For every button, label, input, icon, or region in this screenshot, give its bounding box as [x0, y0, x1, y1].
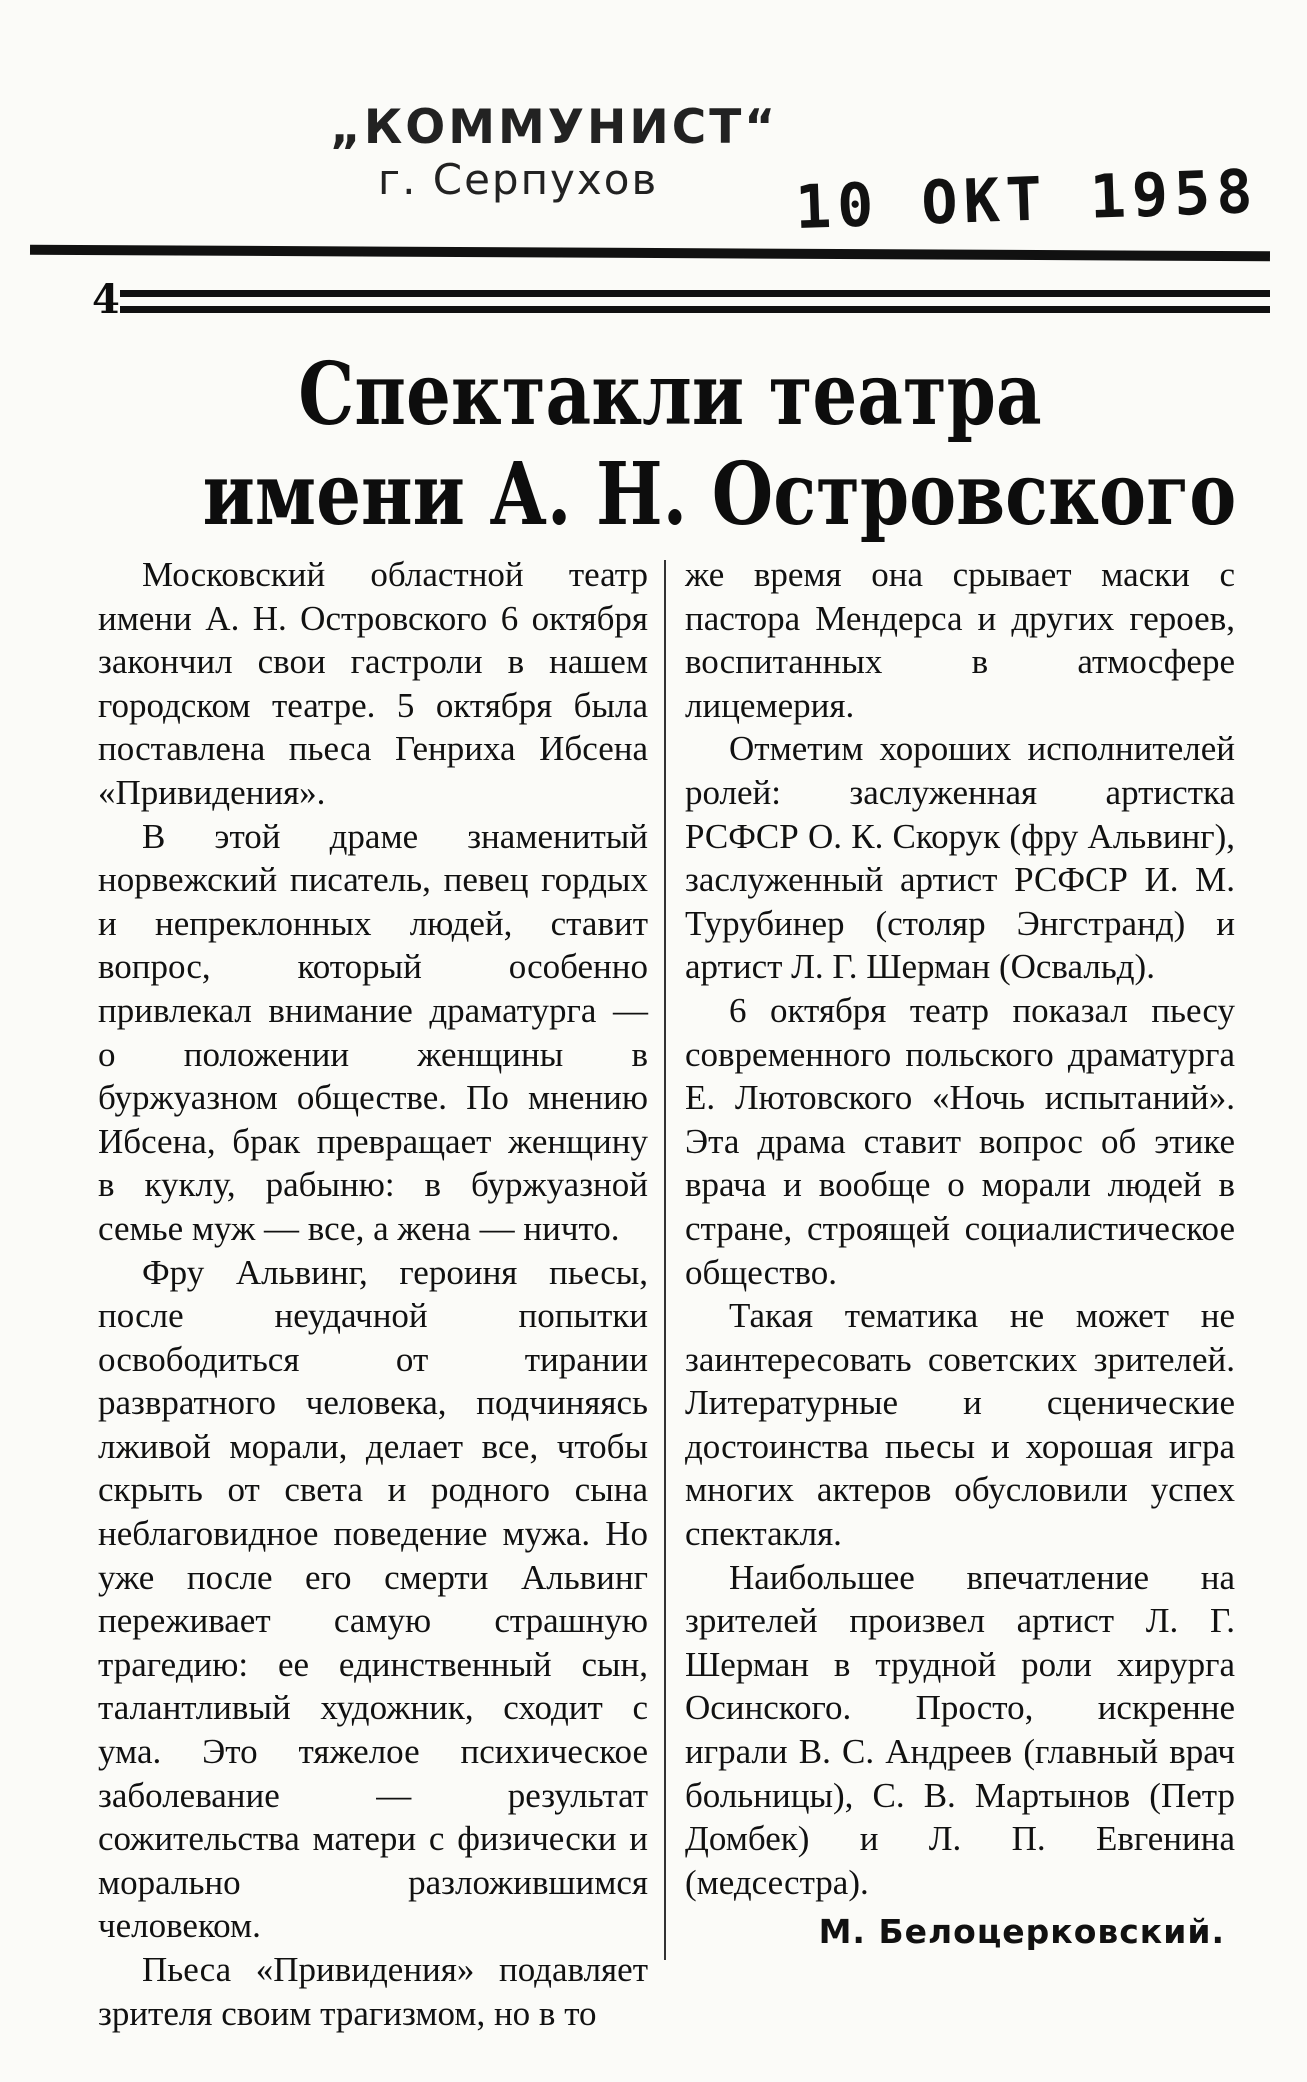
article-paragraph: Такая тематика не может не заинтересовать советских зрителей. Литературные и сценические достоинства пьесы и хорошая игра многих актеров обусловили успех спектакля.: [685, 1296, 1235, 1554]
article-paragraph: Наибольшее впечатление на зрителей произвел артист Л. Г. Шерман в трудной роли хирурга Осинского. Просто, искренне играли В. С. Андреев (главный врач больницы), С. В. Мартынов (Петр Домбек) и Л. П. Евгенина (медсестра).: [685, 1557, 1235, 1902]
page-number: 4: [92, 276, 120, 323]
article-paragraph: Фру Альвинг, героиня пьесы, после неудачной попытки освободиться от тирании развратного человека, подчиняясь лживой морали, делает все, чтобы скрыть от света и родного сына неблаговидное поведение мужа. Но уже после его смерти Альвинг переживает самую страшную трагедию: ее единственный сын, талантливый художник, сходит с ума. Это тяжелое психическое заболевание — результат сожительства матери с физически и морально разложившимся человеком.: [98, 1252, 648, 1946]
article-paragraph: Московский областной театр имени А. Н. Островского 6 октября закончил свои гастроли в нашем городском театре. 5 октября была поставлена пьеса Генриха Ибсена «Привидения».: [98, 555, 648, 812]
article-paragraph-continued: же время она срывает маски с пастора Мендерса и других героев, воспитанных в атмосфере лицемерия.: [685, 555, 1235, 725]
author-signature: М. Белоцерковский.: [818, 1912, 1225, 1952]
article-title-line-2: имени А. Н. Островского: [202, 444, 1237, 545]
newspaper-city: г. Серпухов: [378, 155, 659, 204]
double-rule-upper: [120, 290, 1270, 297]
column-divider: [664, 560, 666, 1960]
article-column-left: [98, 553, 648, 2035]
newspaper-name: „КОММУНИСТ“: [330, 100, 779, 155]
article-paragraph: В этой драме знаменитый норвежский писатель, певец гордых и непреклонных людей, ставит вопрос, который особенно привлекал внимание драматурга — о положении женщины в буржуазном обществе. По мнению Ибсена, брак превращает женщину в куклу, рабыню: в буржуазной семье муж — все, а жена — ничто.: [98, 816, 648, 1248]
article-paragraph: 6 октября театр показал пьесу современного польского драматурга Е. Лютовского «Ночь испытаний». Эта драма ставит вопрос об этике врача и вообще о морали людей в стране, строящей социалистическое общество.: [685, 990, 1235, 1292]
date-stamp: 10 ОКТ 1958: [793, 156, 1260, 244]
header-rule: [30, 245, 1270, 261]
article-title-line-1: Спектакли театра: [298, 344, 1042, 445]
article-title: [202, 344, 1237, 545]
article-paragraph: Отметим хороших исполнителей ролей: заслуженная артистка РСФСР О. К. Скорук (фру Альвинг), заслуженный артист РСФСР И. М. Турубинер (столяр Энгстранд) и артист Л. Г. Шерман (Освальд).: [685, 729, 1235, 987]
article-paragraph: Пьеса «Привидения» подавляет зрителя своим трагизмом, но в то: [98, 1950, 648, 2033]
double-rule-lower: [120, 306, 1270, 313]
article-column-right: [685, 553, 1235, 1954]
